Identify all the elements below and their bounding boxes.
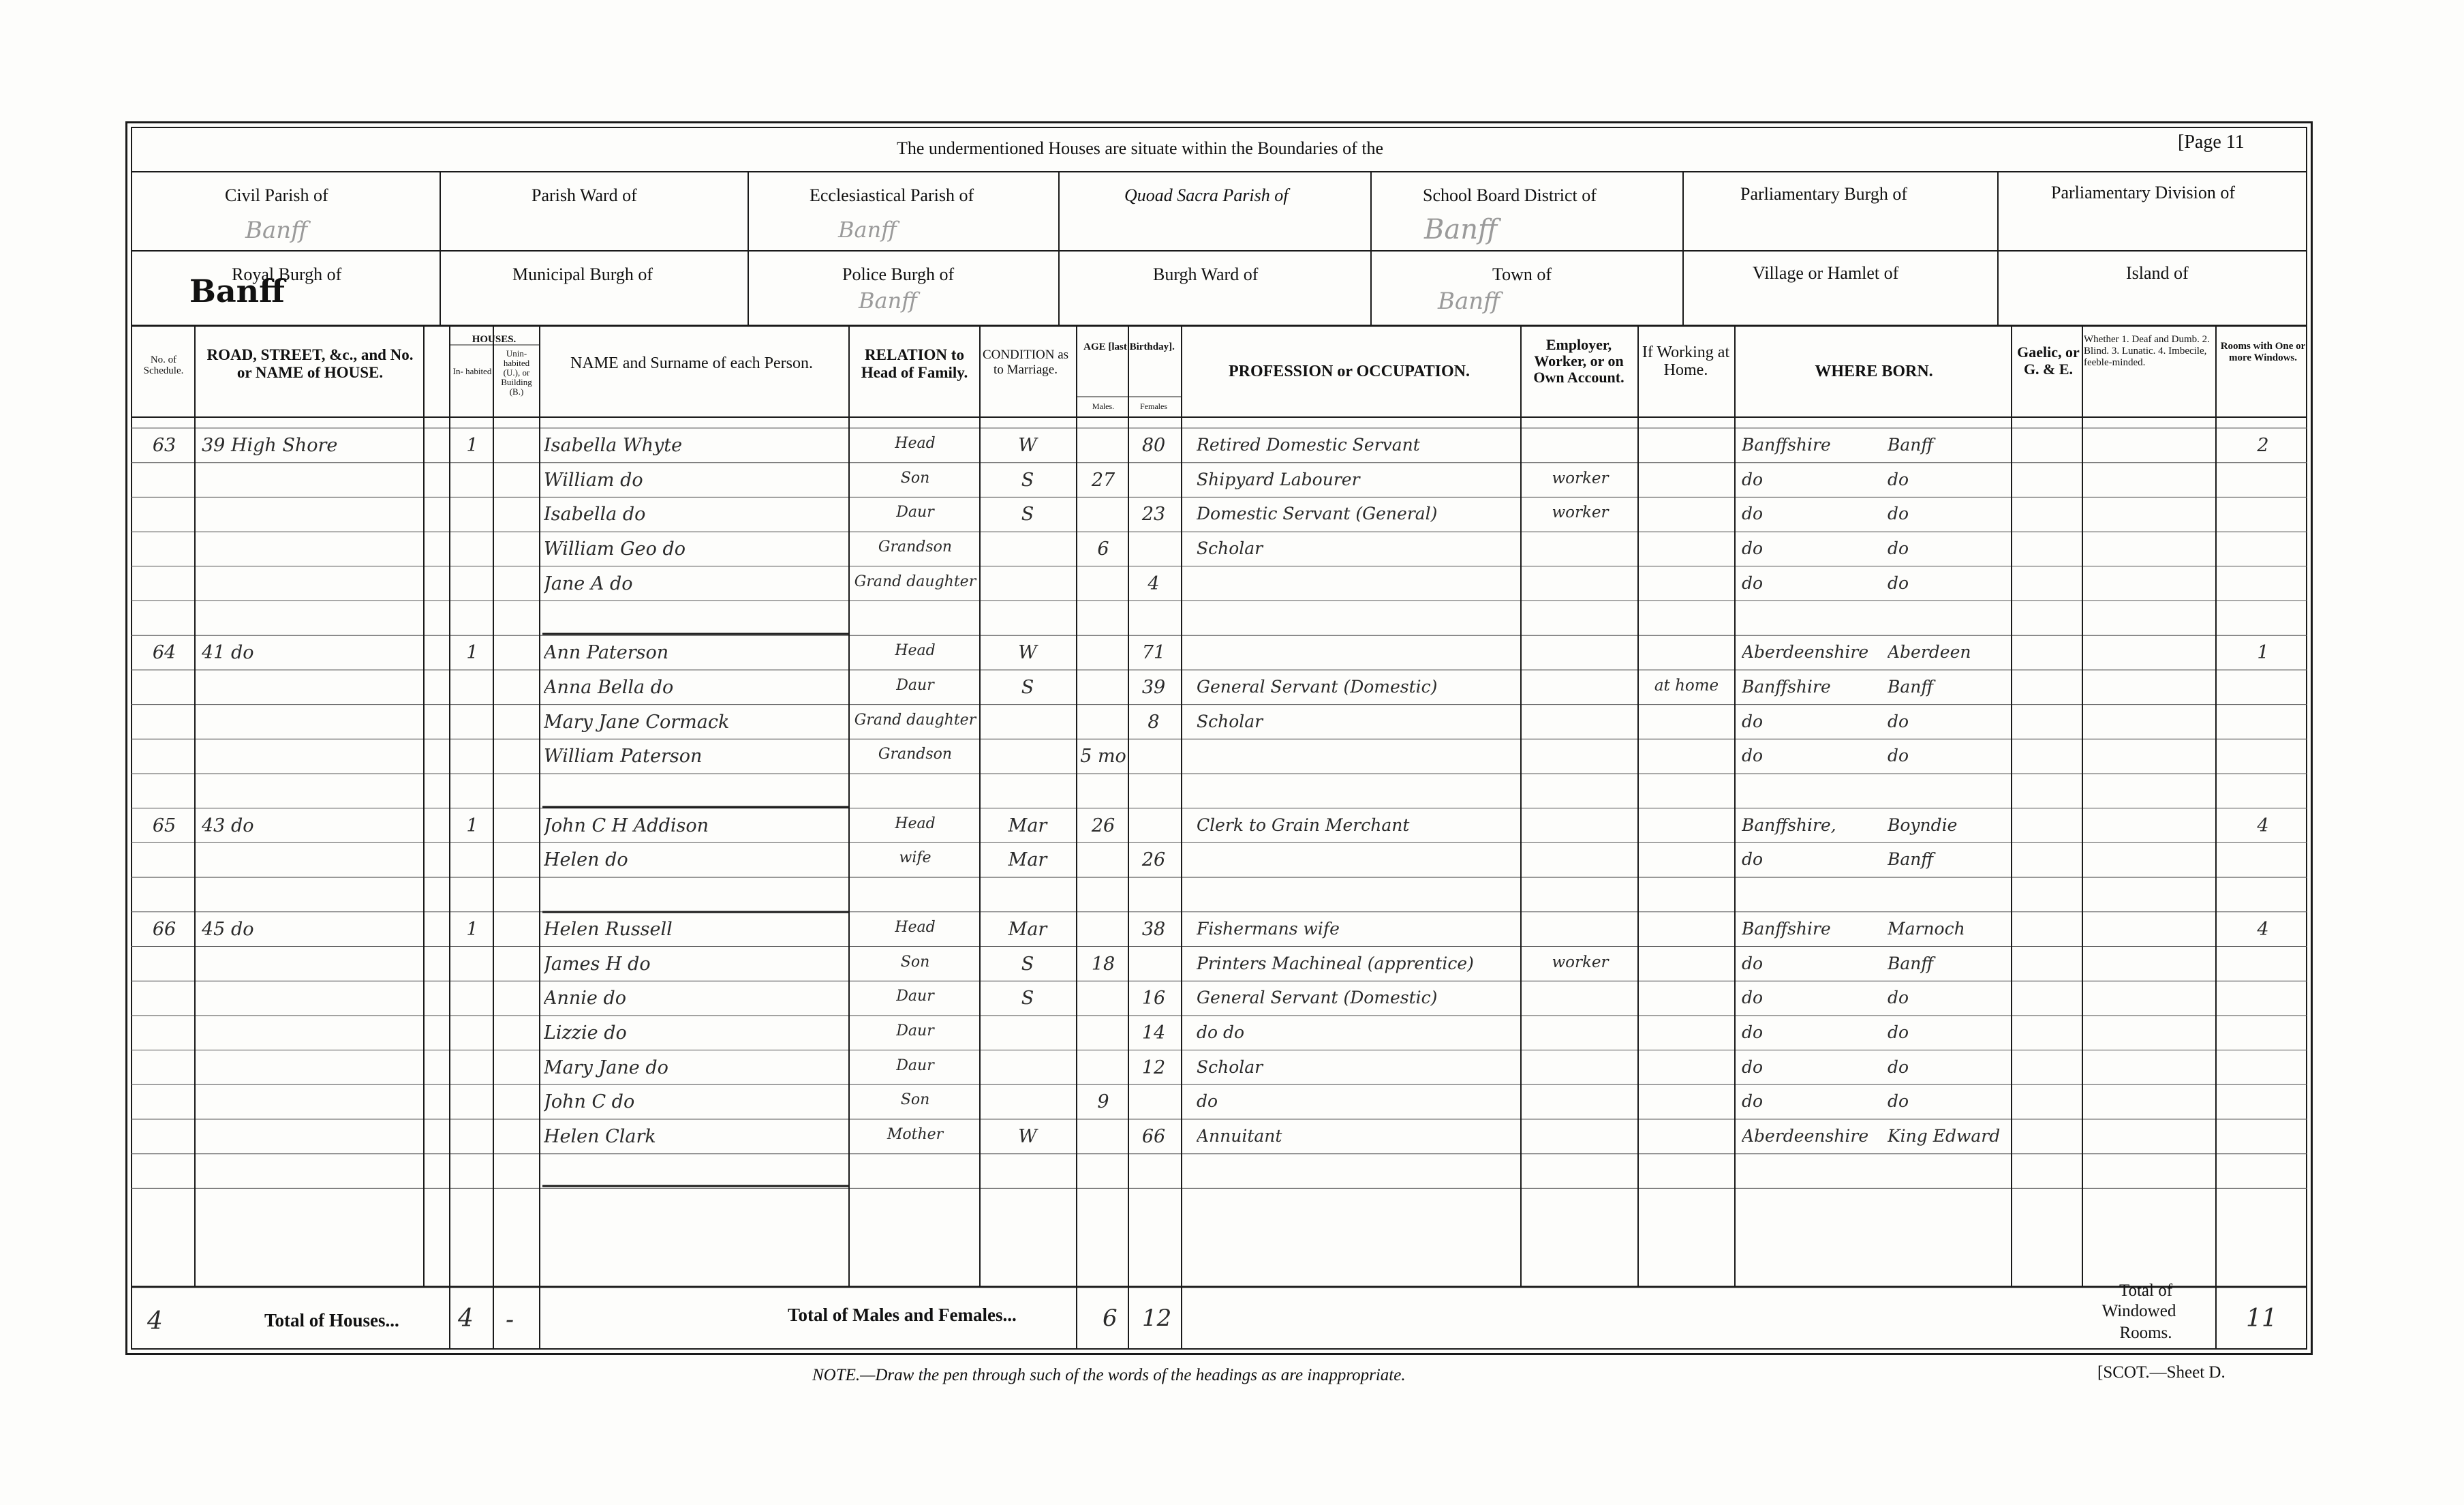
cell-occupation: Scholar (1197, 538, 1263, 559)
cell-born-county: do (1742, 953, 1764, 973)
cell-born-parish: do (1888, 1022, 1909, 1042)
cell-born-county: do (1742, 849, 1764, 870)
cell-occupation: Annuitant (1197, 1126, 1282, 1146)
cell-born-county: do (1742, 1022, 1764, 1042)
cell-female-age: 14 (1141, 1022, 1166, 1044)
cell-name: Helen Russell (544, 918, 673, 940)
cell-name: Mary Jane do (544, 1056, 668, 1078)
col-inhabited: In- habited (452, 366, 492, 376)
cell-condition: S (1021, 988, 1034, 1009)
total-rooms: 11 (2246, 1305, 2277, 1333)
total-houses-label: Total of Houses... (264, 1310, 399, 1331)
cell-schedule: 65 (152, 815, 176, 836)
total-rooms-label-1: Total of (2119, 1281, 2173, 1300)
cell-born-county: do (1742, 1091, 1764, 1112)
cell-road: 39 High Shore (202, 435, 338, 456)
cell-inhabited: 1 (466, 918, 478, 940)
parish-ward-label: Parish Ward of (532, 185, 637, 205)
col-name: NAME and Surname of each Person. (570, 354, 813, 372)
cell-road: 43 do (202, 815, 254, 836)
cell-occupation: do do (1197, 1022, 1245, 1042)
cell-born-county: do (1742, 469, 1764, 489)
cell-name: Isabella Whyte (544, 435, 683, 456)
cell-born-parish: do (1888, 573, 1909, 593)
cell-condition: Mar (1008, 849, 1047, 871)
cell-name: Annie do (544, 988, 627, 1009)
cell-relation: Daur (896, 676, 934, 694)
col-females: Females (1140, 401, 1167, 411)
cell-name: William Paterson (544, 746, 703, 767)
royal-burgh-label: Royal Burgh of (232, 264, 342, 284)
cell-name: Lizzie do (544, 1022, 627, 1044)
police-burgh-label: Police Burgh of (842, 264, 955, 284)
col-where-born: WHERE BORN. (1815, 363, 1933, 380)
cell-relation: Grandson (878, 538, 953, 556)
col-profession: PROFESSION or OCCUPATION. (1228, 363, 1470, 380)
total-rooms-label-2: Windowed (2101, 1302, 2176, 1320)
col-working-home: If Working at Home. (1642, 344, 1730, 379)
school-board-label: School Board District of (1423, 185, 1597, 205)
col-condition: CONDITION as to Marriage. (982, 348, 1069, 377)
cell-born-county: Banffshire, (1742, 815, 1836, 835)
cell-name: Anna Bella do (544, 676, 674, 698)
cell-female-age: 71 (1141, 642, 1166, 664)
cell-employer: worker (1552, 504, 1609, 522)
cell-relation: Head (895, 642, 936, 660)
cell-condition: W (1018, 1126, 1037, 1147)
quoad-sacra-label: Quoad Sacra Parish of (1124, 185, 1289, 205)
cell-born-parish: Aberdeen (1888, 642, 1971, 663)
cell-female-age: 12 (1141, 1056, 1166, 1078)
cell-born-parish: do (1888, 988, 1909, 1008)
cell-relation: Daur (896, 504, 934, 521)
cell-male-age: 26 (1091, 815, 1115, 836)
cell-rooms: 1 (2257, 642, 2269, 664)
cell-condition: S (1021, 676, 1034, 698)
cell-born-parish: Banff (1888, 953, 1934, 973)
cell-occupation: Scholar (1197, 711, 1263, 731)
civil-parish-label: Civil Parish of (225, 185, 328, 205)
cell-male-age: 6 (1097, 538, 1109, 560)
total-rooms-label-3: Rooms. (2119, 1324, 2172, 1342)
cell-relation: Head (895, 435, 936, 452)
municipal-burgh-label: Municipal Burgh of (512, 264, 653, 284)
cell-relation: Daur (896, 1056, 934, 1074)
cell-schedule: 66 (152, 918, 176, 940)
cell-employer: worker (1552, 953, 1609, 971)
cell-occupation: General Servant (Domestic) (1197, 676, 1438, 697)
cell-inhabited: 1 (466, 435, 478, 456)
total-males: 6 (1103, 1305, 1118, 1332)
col-infirmity: Whether 1. Deaf and Dumb. 2. Blind. 3. Lunatic. 4. Imbecile, feeble-minded. (2084, 334, 2210, 368)
cell-born-county: do (1742, 1056, 1764, 1077)
col-rooms: Rooms with One or more Windows. (2220, 341, 2306, 363)
col-males: Males. (1092, 401, 1115, 411)
cell-relation: Son (900, 1091, 930, 1109)
cell-relation: Grand daughter (854, 711, 976, 729)
sheet-label: [SCOT.—Sheet D. (2097, 1363, 2226, 1382)
cell-name: William do (544, 469, 643, 491)
cell-born-county: do (1742, 988, 1764, 1008)
village-label: Village or Hamlet of (1753, 263, 1899, 283)
cell-born-county: Banffshire (1742, 676, 1831, 697)
cell-born-parish: do (1888, 469, 1909, 489)
cell-occupation: Retired Domestic Servant (1197, 435, 1420, 455)
cell-condition: S (1021, 504, 1034, 526)
col-schedule: No. of Schedule. (143, 354, 184, 376)
cell-occupation: Printers Machineal (apprentice) (1197, 953, 1474, 973)
cell-born-parish: do (1888, 538, 1909, 559)
cell-condition: Mar (1008, 918, 1047, 940)
cell-born-parish: Banff (1888, 849, 1934, 870)
cell-born-parish: do (1888, 504, 1909, 524)
cell-rooms: 2 (2257, 435, 2269, 456)
cell-born-parish: Boyndie (1888, 815, 1958, 835)
cell-schedule: 64 (152, 642, 176, 664)
cell-male-age: 5 mo (1080, 746, 1126, 767)
cell-rooms: 4 (2257, 918, 2269, 940)
cell-name: Jane A do (544, 573, 633, 594)
footer-note: NOTE.—Draw the pen through such of the words of the headings as are inappropriate. (812, 1366, 1406, 1384)
cell-road: 45 do (202, 918, 254, 940)
cell-female-age: 4 (1148, 573, 1160, 594)
cell-rooms: 4 (2257, 815, 2269, 836)
cell-born-county: do (1742, 711, 1764, 731)
cell-male-age: 9 (1097, 1091, 1109, 1113)
cell-name: John C do (544, 1091, 635, 1113)
cell-female-age: 80 (1141, 435, 1166, 456)
col-gaelic: Gaelic, or G. & E. (2017, 344, 2080, 378)
cell-condition: S (1021, 469, 1034, 491)
cell-female-age: 8 (1148, 711, 1160, 733)
cell-male-age: 27 (1091, 469, 1115, 491)
cell-relation: wife (899, 849, 931, 867)
parliamentary-burgh-label: Parliamentary Burgh of (1740, 184, 1908, 204)
cell-name: Mary Jane Cormack (544, 711, 730, 733)
cell-at-home: at home (1654, 676, 1719, 695)
town-value: Banff (1438, 288, 1500, 315)
cell-born-county: do (1742, 573, 1764, 593)
cell-born-county: Aberdeenshire (1742, 1126, 1869, 1146)
cell-schedule: 63 (152, 435, 176, 456)
cell-female-age: 39 (1141, 676, 1166, 698)
cell-inhabited: 1 (466, 815, 478, 836)
cell-male-age: 18 (1091, 953, 1115, 975)
cell-name: John C H Addison (544, 815, 709, 836)
cell-born-parish: Banff (1888, 676, 1934, 697)
cell-born-county: Aberdeenshire (1742, 642, 1869, 663)
total-females: 12 (1142, 1305, 1172, 1332)
cell-employer: worker (1552, 469, 1609, 487)
cell-relation: Grandson (878, 746, 953, 763)
col-road: ROAD, STREET, &c., and No. or NAME of HOUSE. (206, 346, 414, 381)
cell-female-age: 23 (1141, 504, 1166, 526)
col-uninhabited: Unin- habited (U.), or Building (B.) (501, 348, 532, 397)
total-houses-count: 4 (147, 1307, 163, 1335)
cell-relation: Head (895, 918, 936, 936)
cell-occupation: Shipyard Labourer (1197, 469, 1360, 489)
cell-born-parish: Banff (1888, 435, 1934, 455)
cell-born-county: Banffshire (1742, 918, 1831, 939)
cell-born-parish: do (1888, 711, 1909, 731)
cell-relation: Son (900, 953, 930, 971)
island-label: Island of (2126, 263, 2189, 283)
cell-name: Helen Clark (544, 1126, 656, 1147)
cell-female-age: 38 (1141, 918, 1166, 940)
total-houses-inhabited: 4 (458, 1305, 474, 1333)
cell-condition: Mar (1008, 815, 1047, 836)
cell-name: James H do (544, 953, 651, 975)
cell-name: Ann Paterson (544, 642, 669, 664)
cell-occupation: Domestic Servant (General) (1197, 504, 1438, 524)
cell-occupation: do (1197, 1091, 1218, 1112)
parliamentary-division-label: Parliamentary Division of (2051, 183, 2236, 202)
cell-road: 41 do (202, 642, 254, 664)
cell-condition: S (1021, 953, 1034, 975)
cell-relation: Head (895, 815, 936, 832)
cell-born-parish: Marnoch (1888, 918, 1965, 939)
cell-name: William Geo do (544, 538, 686, 560)
total-houses-uninhabited: - (506, 1306, 514, 1334)
cell-female-age: 66 (1141, 1126, 1166, 1147)
cell-occupation: General Servant (Domestic) (1197, 988, 1438, 1008)
cell-born-parish: do (1888, 746, 1909, 766)
cell-occupation: Clerk to Grain Merchant (1197, 815, 1410, 835)
cell-condition: W (1018, 642, 1037, 664)
cell-relation: Grand daughter (854, 573, 976, 590)
cell-born-county: do (1742, 538, 1764, 559)
town-label: Town of (1492, 264, 1552, 284)
cell-born-parish: King Edward (1888, 1126, 2001, 1146)
cell-inhabited: 1 (466, 642, 478, 664)
cell-born-county: Banffshire (1742, 435, 1831, 455)
cell-condition: W (1018, 435, 1037, 456)
civil-parish-value: Banff (245, 217, 308, 244)
police-burgh-value: Banff (859, 288, 917, 314)
ecclesiastical-parish-label: Ecclesiastical Parish of (810, 185, 974, 205)
cell-relation: Daur (896, 988, 934, 1005)
col-age: AGE [last Birthday]. (1083, 341, 1175, 352)
burgh-ward-label: Burgh Ward of (1153, 264, 1259, 284)
cell-born-parish: do (1888, 1056, 1909, 1077)
cell-name: Isabella do (544, 504, 646, 526)
cell-occupation: Fishermans wife (1197, 918, 1340, 939)
cell-name: Helen do (544, 849, 628, 871)
royal-burgh-value: Banff (189, 273, 285, 309)
col-relation: RELATION to Head of Family. (861, 346, 968, 381)
cell-relation: Son (900, 469, 930, 487)
cell-occupation: Scholar (1197, 1056, 1263, 1077)
cell-female-age: 16 (1141, 988, 1166, 1009)
cell-female-age: 26 (1141, 849, 1166, 871)
col-employer: Employer, Worker, or on Own Account. (1533, 336, 1624, 386)
cell-born-county: do (1742, 504, 1764, 524)
page-number: [Page 11 (2178, 132, 2245, 153)
cell-relation: Mother (887, 1126, 944, 1143)
col-houses: HOUSES. (472, 334, 517, 345)
page-title: The undermentioned Houses are situate within the Boundaries of the (897, 138, 1384, 158)
cell-relation: Daur (896, 1022, 934, 1039)
total-persons-label: Total of Males and Females... (788, 1305, 1017, 1325)
cell-born-parish: do (1888, 1091, 1909, 1112)
cell-born-county: do (1742, 746, 1764, 766)
school-board-value: Banff (1424, 214, 1498, 245)
ecclesiastical-parish-value: Banff (838, 217, 897, 243)
